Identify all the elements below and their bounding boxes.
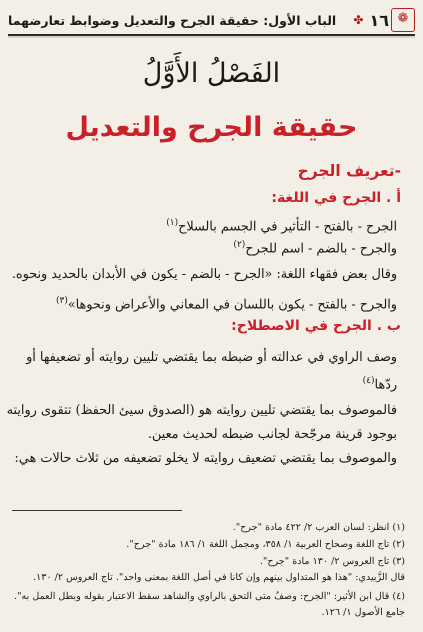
running-title: الباب الأول: حقيقة الجرح والتعديل وضوابط تعارضهما (8, 12, 337, 28)
footnote: (٢) تاج اللغة وصحاح العربية ١/ ٣٥٨، ومجمل اللغة ١/ ١٨٦ مادة "جرح". (126, 539, 405, 550)
paragraph-line: وقال بعض فقهاء اللغة: «الجرح - بالضم - يكون في الأبدان بالحديد ونحوه. (11, 267, 397, 282)
paragraph-line: بوجود قرينة مرجّحة لجانب ضبطه لحديث معين. (147, 427, 397, 442)
footnote-ref: (٣) (55, 296, 68, 306)
paragraph-line: والموصوف بما يقتضي تضعيف روايته لا يخلو تضعيفه من ثلاث حالات هي: (14, 451, 397, 466)
ornament-dots-icon: ✤ (353, 13, 364, 27)
subheading-terminology: ب . الجرح في الاصطلاح: (231, 318, 401, 334)
running-header (8, 6, 415, 36)
footnote: (١) انظر: لسان العرب ٢/ ٤٢٢ مادة "جرح". (232, 522, 405, 533)
ornament-icon: ❁ (391, 8, 415, 32)
page-number: ١٦ (369, 10, 389, 30)
section-title: حقيقة الجرح والتعديل (65, 112, 358, 143)
footnote: (٤) قال ابن الأثير: "الجرح: وصفٌ متى التحق بالراوي والشاهد سقط الاعتبار بقوله وبطل العمل به". (14, 591, 405, 602)
paragraph-line: والجرح - بالضم - اسم للجرح$^{(٢)}$ (233, 240, 397, 257)
chapter-heading: الفَصْلُ الأَوَّلُ (142, 58, 281, 89)
footnote-ref: (٢) (233, 240, 246, 250)
paragraph-line: الجرح - بالفتح - التأثير في الجسم بالسلاح$^{(١)}$ (166, 218, 397, 235)
footnote-separator (12, 510, 182, 511)
paragraph-line: والجرح - بالفتح - يكون باللسان في المعاني والأعراض ونحوها»$^{(٣)}$ (55, 296, 397, 313)
footnote: (٣) تاج العروس ٢/ ١٣٠ مادة "جرح". (259, 556, 405, 567)
paragraph-line: ردّها$^{(٤)}$ (362, 376, 397, 393)
paragraph-line: فالموصوف بما يقتضي تليين روايته هو (الصدوق سيئ الحفظ) تتقوى روايته (6, 403, 397, 418)
definition-heading: -تعريف الجرح (297, 162, 401, 180)
footnote: قال الزَّبيدي: "هذا هو المتداول بينهم وإن كانا في أصل اللغة بمعنى واحد". تاج العروس ٢/ ١٣٠. (33, 572, 405, 583)
subheading-language: أ . الجرح في اللغة: (271, 190, 401, 206)
footnote: جامع الأصول ١/ ١٢٦. (321, 607, 405, 618)
footnote-ref: (١) (166, 218, 179, 228)
footnote-ref: (٤) (362, 376, 375, 386)
paragraph-line: وصف الراوي في عدالته أو ضبطه بما يقتضي تليين روايته أو تضعيفها أو (26, 350, 397, 365)
